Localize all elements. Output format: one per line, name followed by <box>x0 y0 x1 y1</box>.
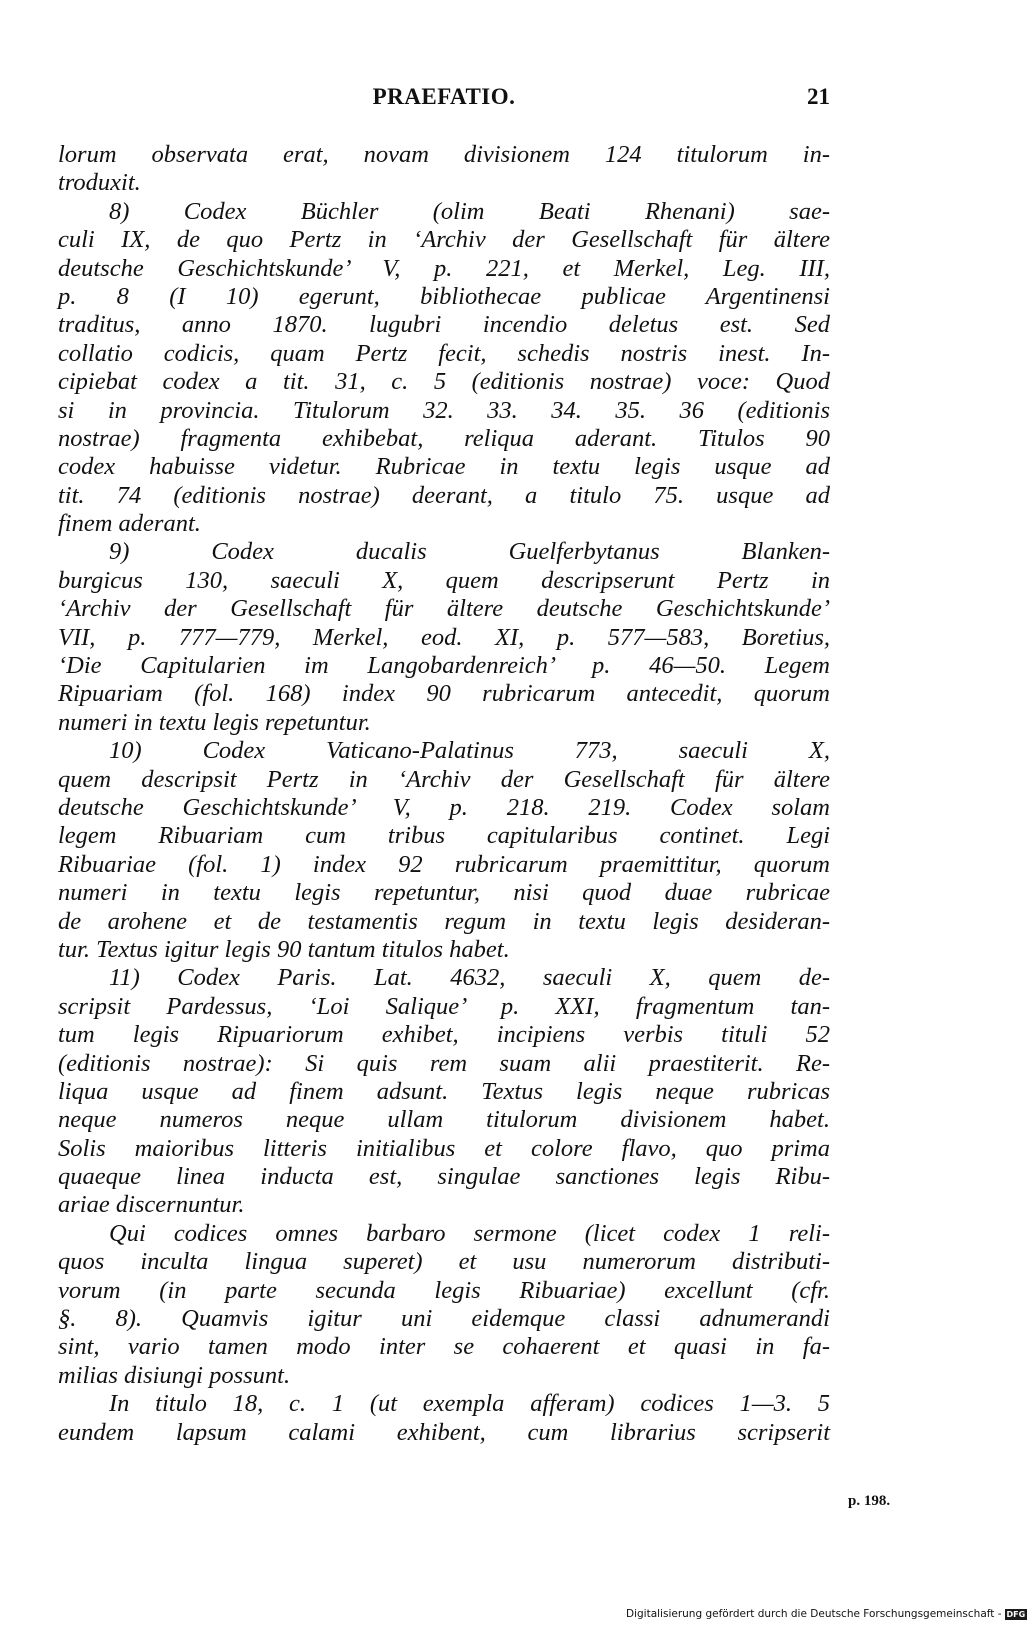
text-line: ariae discernuntur. <box>58 1191 245 1219</box>
text-line: numeri in textu legis repetuntur, nisi quod duae rubricae <box>58 879 830 907</box>
text-line: 11) Codex Paris. Lat. 4632, saeculi X, quem de- <box>109 964 830 992</box>
text-line: nostrae) fragmenta exhibebat, reliqua aderant. Titulos 90 <box>58 424 830 452</box>
text-line: troduxit. <box>58 169 141 197</box>
text-line: numeri in textu legis repetuntur. <box>58 708 371 736</box>
text-line: (editionis nostrae): Si quis rem suam alii praestiterit. Re- <box>58 1049 830 1077</box>
text-line: scripsit Pardessus, ‘Loi Salique’ p. XXI, fragmentum tan- <box>58 992 830 1020</box>
text-line: §. 8). Quamvis igitur uni eidemque classi adnumerandi <box>58 1305 830 1333</box>
text-line: Solis maioribus litteris initialibus et colore flavo, quo prima <box>58 1134 830 1162</box>
text-line: culi IX, de quo Pertz in ‘Archiv der Gesellschaft für ältere <box>58 226 830 254</box>
running-title: PRAEFATIO. <box>372 84 516 109</box>
text-line: legem Ribuariam cum tribus capitularibus continet. Legi <box>58 822 830 850</box>
page-header <box>58 84 830 116</box>
margin-page-reference: p. 198. <box>848 1493 891 1509</box>
text-line: finem aderant. <box>58 510 201 538</box>
footer-text: Digitalisierung gefördert durch die Deutsche Forschungsgemeinschaft - <box>626 1608 1002 1620</box>
text-line: 8) Codex Büchler (olim Beati Rhenani) sae- <box>109 197 830 225</box>
text-line: eundem lapsum calami exhibent, cum librarius scripserit <box>58 1418 830 1446</box>
text-line: quem descripsit Pertz in ‘Archiv der Gesellschaft für ältere <box>58 765 830 793</box>
dfg-logo: DFG <box>1006 1609 1026 1619</box>
text-line: si in provincia. Titulorum 32. 33. 34. 35. 36 (editionis <box>58 396 830 424</box>
text-line: In titulo 18, c. 1 (ut exempla afferam) codices 1—3. 5 <box>109 1390 830 1418</box>
text-line: traditus, anno 1870. lugubri incendio deletus est. Sed <box>58 311 830 339</box>
text-line: ‘Die Capitularien im Langobardenreich’ p. 46—50. Legem <box>58 652 830 680</box>
text-line: p. 8 (I 10) egerunt, bibliothecae publicae Argentinensi <box>58 282 830 310</box>
text-line: tit. 74 (editionis nostrae) deerant, a titulo 75. usque ad <box>58 481 830 509</box>
text-line: codex habuisse videtur. Rubricae in textu legis usque ad <box>58 453 830 481</box>
text-line: burgicus 130, saeculi X, quem descripserunt Pertz in <box>58 566 830 594</box>
text-line: de arohene et de testamentis regum in textu legis desideran- <box>58 907 830 935</box>
digitization-footer <box>626 1608 1027 1620</box>
text-line: Qui codices omnes barbaro sermone (licet codex 1 reli- <box>109 1219 830 1247</box>
text-line: tum legis Ripuariorum exhibet, incipiens verbis tituli 52 <box>58 1021 830 1049</box>
text-line: Ripuariam (fol. 168) index 90 rubricarum antecedit, quorum <box>58 680 830 708</box>
text-line: liqua usque ad finem adsunt. Textus legis neque rubricas <box>58 1077 830 1105</box>
text-line: 10) Codex Vaticano-Palatinus 773, saeculi X, <box>109 737 830 765</box>
text-line: milias disiungi possunt. <box>58 1361 291 1389</box>
text-line: quaeque linea inducta est, singulae sanctiones legis Ribu- <box>58 1163 830 1191</box>
text-line: sint, vario tamen modo inter se cohaerent et quasi in fa- <box>58 1333 830 1361</box>
body-text <box>58 141 830 1447</box>
text-line: deutsche Geschichtskunde’ V, p. 221, et Merkel, Leg. III, <box>58 254 830 282</box>
text-line: Ribuariae (fol. 1) index 92 rubricarum praemittitur, quorum <box>58 850 830 878</box>
text-line: neque numeros neque ullam titulorum divisionem habet. <box>58 1106 830 1134</box>
text-line: tur. Textus igitur legis 90 tantum titulos habet. <box>58 935 510 963</box>
text-line: cipiebat codex a tit. 31, c. 5 (editionis nostrae) voce: Quod <box>58 368 830 396</box>
text-line: quos inculta lingua superet) et usu numerorum distributi- <box>58 1248 830 1276</box>
text-line: collatio codicis, quam Pertz fecit, schedis nostris inest. In- <box>58 339 830 367</box>
text-line: 9) Codex ducalis Guelferbytanus Blanken- <box>109 538 830 566</box>
text-line: deutsche Geschichtskunde’ V, p. 218. 219. Codex solam <box>58 793 830 821</box>
text-line: lorum observata erat, novam divisionem 124 titulorum in- <box>58 141 830 168</box>
page-number: 21 <box>807 84 830 109</box>
text-line: ‘Archiv der Gesellschaft für ältere deutsche Geschichtskunde’ <box>58 595 830 623</box>
text-line: VII, p. 777—779, Merkel, eod. XI, p. 577—583, Boretius, <box>58 623 830 651</box>
text-line: vorum (in parte secunda legis Ribuariae) excellunt (cfr. <box>58 1276 830 1304</box>
